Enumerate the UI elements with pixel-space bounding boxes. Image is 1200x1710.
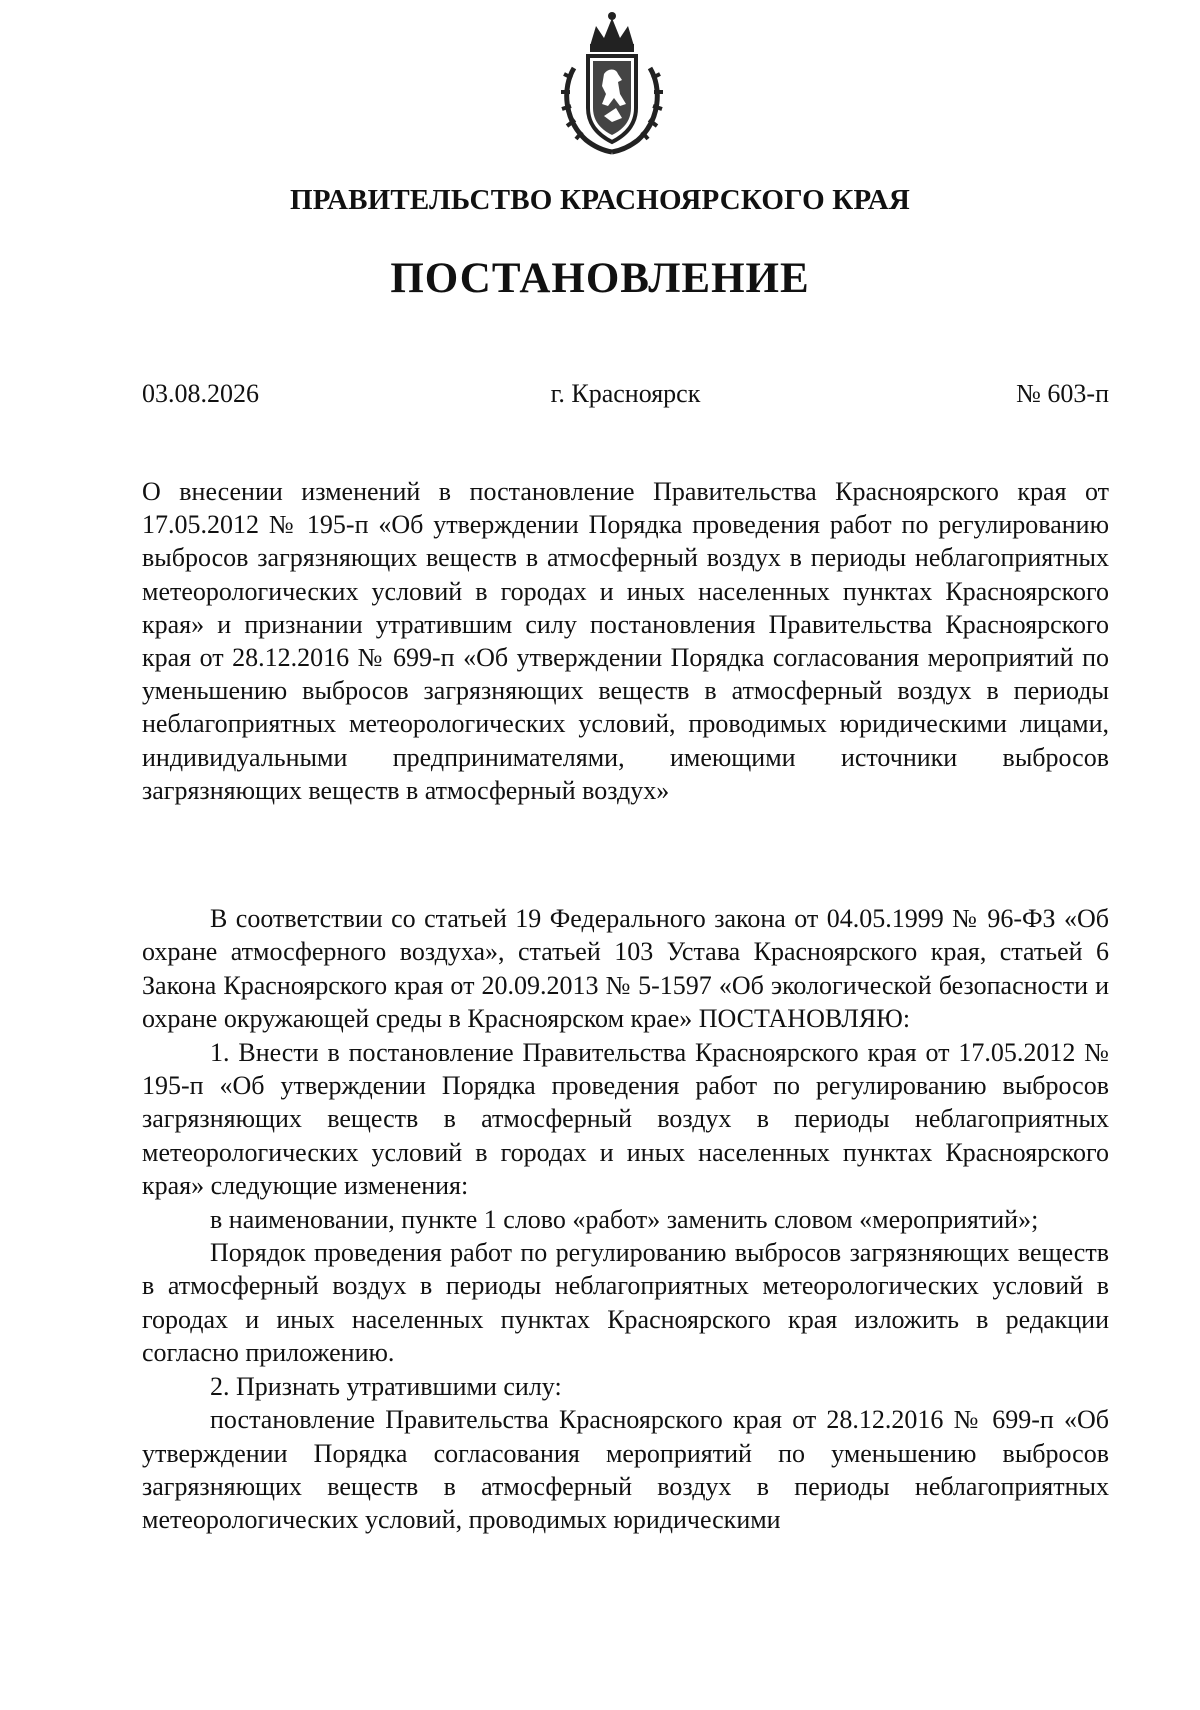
document-meta-line <box>142 379 1109 419</box>
document-body <box>142 902 1109 1537</box>
document-city: г. Красноярск <box>550 379 701 408</box>
document-number: № 603-п <box>1016 379 1109 408</box>
body-paragraph: 1. Внести в постановление Правительства Красноярского края от 17.05.2012 № 195-п «Об утверждении Порядка проведения работ по регулированию выбросов загрязняющих веществ в атмосферный воздух в периоды неблагоприятных метеорологических условий в городах и иных населенных пунктах Красноярского края» следующие изменения: <box>142 1037 1109 1201</box>
body-paragraph: постановление Правительства Красноярского края от 28.12.2016 № 699-п «Об утверждении Порядка согласования мероприятий по уменьшению выбросов загрязняющих веществ в атмосферный воздух в периоды неблагоприятных метеорологических условий, проводимых юридическими <box>142 1405 1109 1535</box>
coat-of-arms-emblem <box>552 8 672 158</box>
body-paragraph: 2. Признать утратившими силу: <box>210 1371 562 1401</box>
body-paragraph: В соответствии со статьей 19 Федерального закона от 04.05.1999 № 96-ФЗ «Об охране атмосферного воздуха», статьей 103 Устава Красноярского края, статьей 6 Закона Красноярского края от 20.09.2013 № 5-1597 «Об экологической безопасности и охране окружающей среды в Красноярском крае» ПОСТАНОВЛЯЮ: <box>142 904 1109 1034</box>
document-type-heading: ПОСТАНОВЛЕНИЕ <box>390 255 810 302</box>
body-paragraph: Порядок проведения работ по регулированию выбросов загрязняющих веществ в атмосферный воздух в периоды неблагоприятных метеорологических условий в городах и иных населенных пунктах Красноярского края изложить в редакции согласно приложению. <box>142 1238 1109 1368</box>
organization-name: ПРАВИТЕЛЬСТВО КРАСНОЯРСКОГО КРАЯ <box>289 184 911 216</box>
body-paragraph: в наименовании, пункте 1 слово «работ» заменить словом «мероприятий»; <box>210 1204 1039 1234</box>
document-title: О внесении изменений в постановление Правительства Красноярского края от 17.05.2012 № 195-п «Об утверждении Порядка проведения работ по регулированию выбросов загрязняющих веществ в атмосферный воздух в периоды неблагоприятных метеорологических условий в городах и иных населенных пунктах Красноярского края» и признании утратившим силу постановления Правительства Красноярского края от 28.12.2016 № 699-п «Об утверждении Порядка согласования мероприятий по уменьшению выбросов загрязняющих веществ в атмосферный воздух в периоды неблагоприятных метеорологических условий, проводимых юридическими лицами, индивидуальными предпринимателями, имеющими источники выбросов загрязняющих веществ в атмосферный воздух» <box>142 477 1109 805</box>
document-date: 03.08.2026 <box>142 379 259 408</box>
